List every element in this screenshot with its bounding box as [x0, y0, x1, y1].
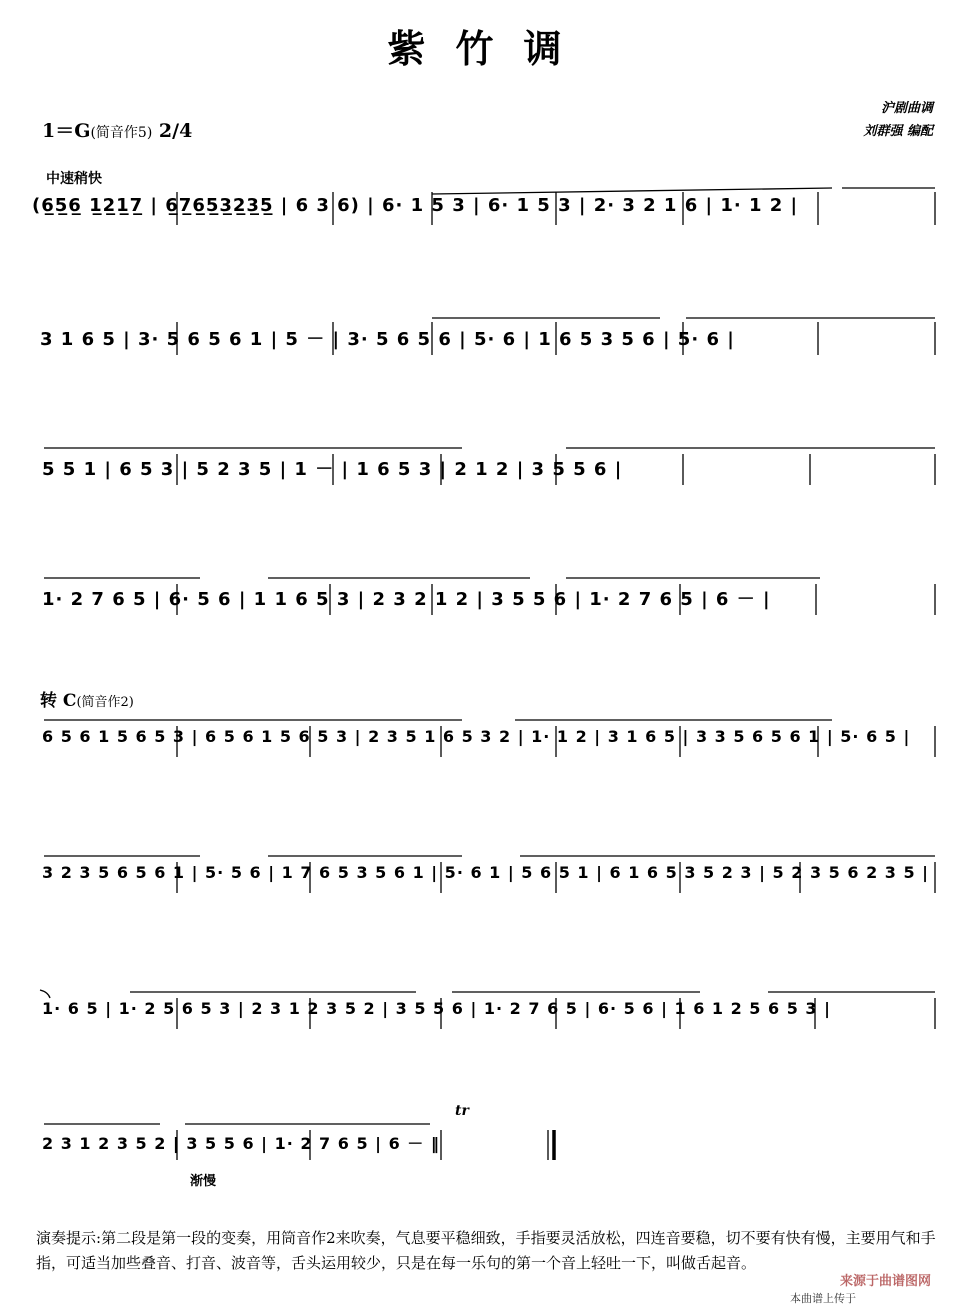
score-row-4	[0, 570, 979, 670]
score-row-5	[0, 712, 979, 812]
score-row-1	[0, 180, 979, 280]
credit-arranger: 刘群强 编配	[863, 124, 933, 139]
score-row-8	[0, 1103, 979, 1212]
footer-note: 本曲谱上传于	[790, 1292, 856, 1305]
modulation-label	[40, 686, 134, 711]
page-title: 紫竹调	[387, 26, 592, 71]
performance-hint	[36, 1226, 941, 1276]
notes-row-3: 5 5 1 | 6 5 3 | 5 2 3 5 | 1 － | 1 6 5 3 | 2 1 2 | 3 5 5 6 |	[42, 459, 623, 480]
tempo-marking: 中速稍快	[46, 171, 102, 187]
score-row-2	[0, 310, 979, 410]
hint-text: 第二段是第一段的变奏，用筒音作2来吹奏，气息要平稳细致，手指要灵活放松，四连音要稳，切不要有快有慢，主要用气和手指，可适当加些叠音、打音、波音等，舌头运用较少，只是在每一乐句的第一个音上轻吐一下，叫做舌起音。	[36, 1229, 936, 1272]
hint-label: 演奏提示:	[36, 1229, 102, 1247]
key-label: 1＝G	[42, 120, 91, 142]
ritardando-marking: 渐慢	[190, 1174, 217, 1189]
notes-row-6: 3 2 3 5 6 5 6 1 | 5· 5 6 | 1 7 6 5 3 5 6 1 | 5· 6 1 | 5 6 5 1 | 6 1 6 5 3 5 2 3 | 5 2 3 5 6 2 3 5 |	[42, 863, 930, 882]
key-note: (简音作5)	[90, 125, 153, 141]
notes-row-2: 3 1 6 5 | 3· 5 6 5 6 1 | 5 － | 3· 5 6 5 6 | 5· 6 | 1 6 5 3 5 6 | 5· 6 |	[40, 329, 735, 350]
notes-row-7: 1· 6 5 | 1· 2 5 6 5 3 | 2 3 1 2 3 5 2 | 3 5 5 6 | 1· 2 7 6 5 | 6· 5 6 | 1 6 1 2 5 6 5 3 |	[42, 999, 831, 1018]
notes-row-1: (6̲5̲6̲ 1̲2̲1̲7̲ | 6̲7̲6̲5̲3̲2̲3̲5̲ | 6 3 6) | 6· 1 5 3 | 6· 1 5 3 | 2· 3 2 1 6 | 1· 1 2 |	[32, 195, 799, 216]
time-signature: 2/4	[158, 120, 193, 142]
score-row-3	[0, 440, 979, 540]
watermark: 来源于曲谱图网	[840, 1274, 932, 1289]
modulation-key: 转 C	[40, 691, 77, 711]
notes-row-4: 1· 2 7 6 5 | 6· 5 6 | 1 1 6 5 3 | 2 3 2 1 2 | 3 5 5 6 | 1· 2 7 6 5 | 6 － |	[42, 589, 771, 610]
score-row-7	[0, 984, 979, 1084]
credit-source: 沪剧曲调	[880, 101, 933, 116]
modulation-note: (简音作2)	[76, 695, 134, 710]
trill-mark: tr	[455, 1103, 469, 1119]
notes-row-8: 2 3 1 2 3 5 2 | 3 5 5 6 | 1· 2 7 6 5 | 6 － ‖	[42, 1134, 440, 1153]
key-signature	[42, 116, 192, 143]
score-row-6	[0, 848, 979, 948]
notes-row-5: 6 5 6 1 5 6 5 3 | 6 5 6 1 5 6 5 3 | 2 3 5 1 6 5 3 2 | 1· 1 2 | 3 1 6 5 | 3 3 5 6 5 6 1 | 5· 6 5 |	[42, 727, 911, 746]
